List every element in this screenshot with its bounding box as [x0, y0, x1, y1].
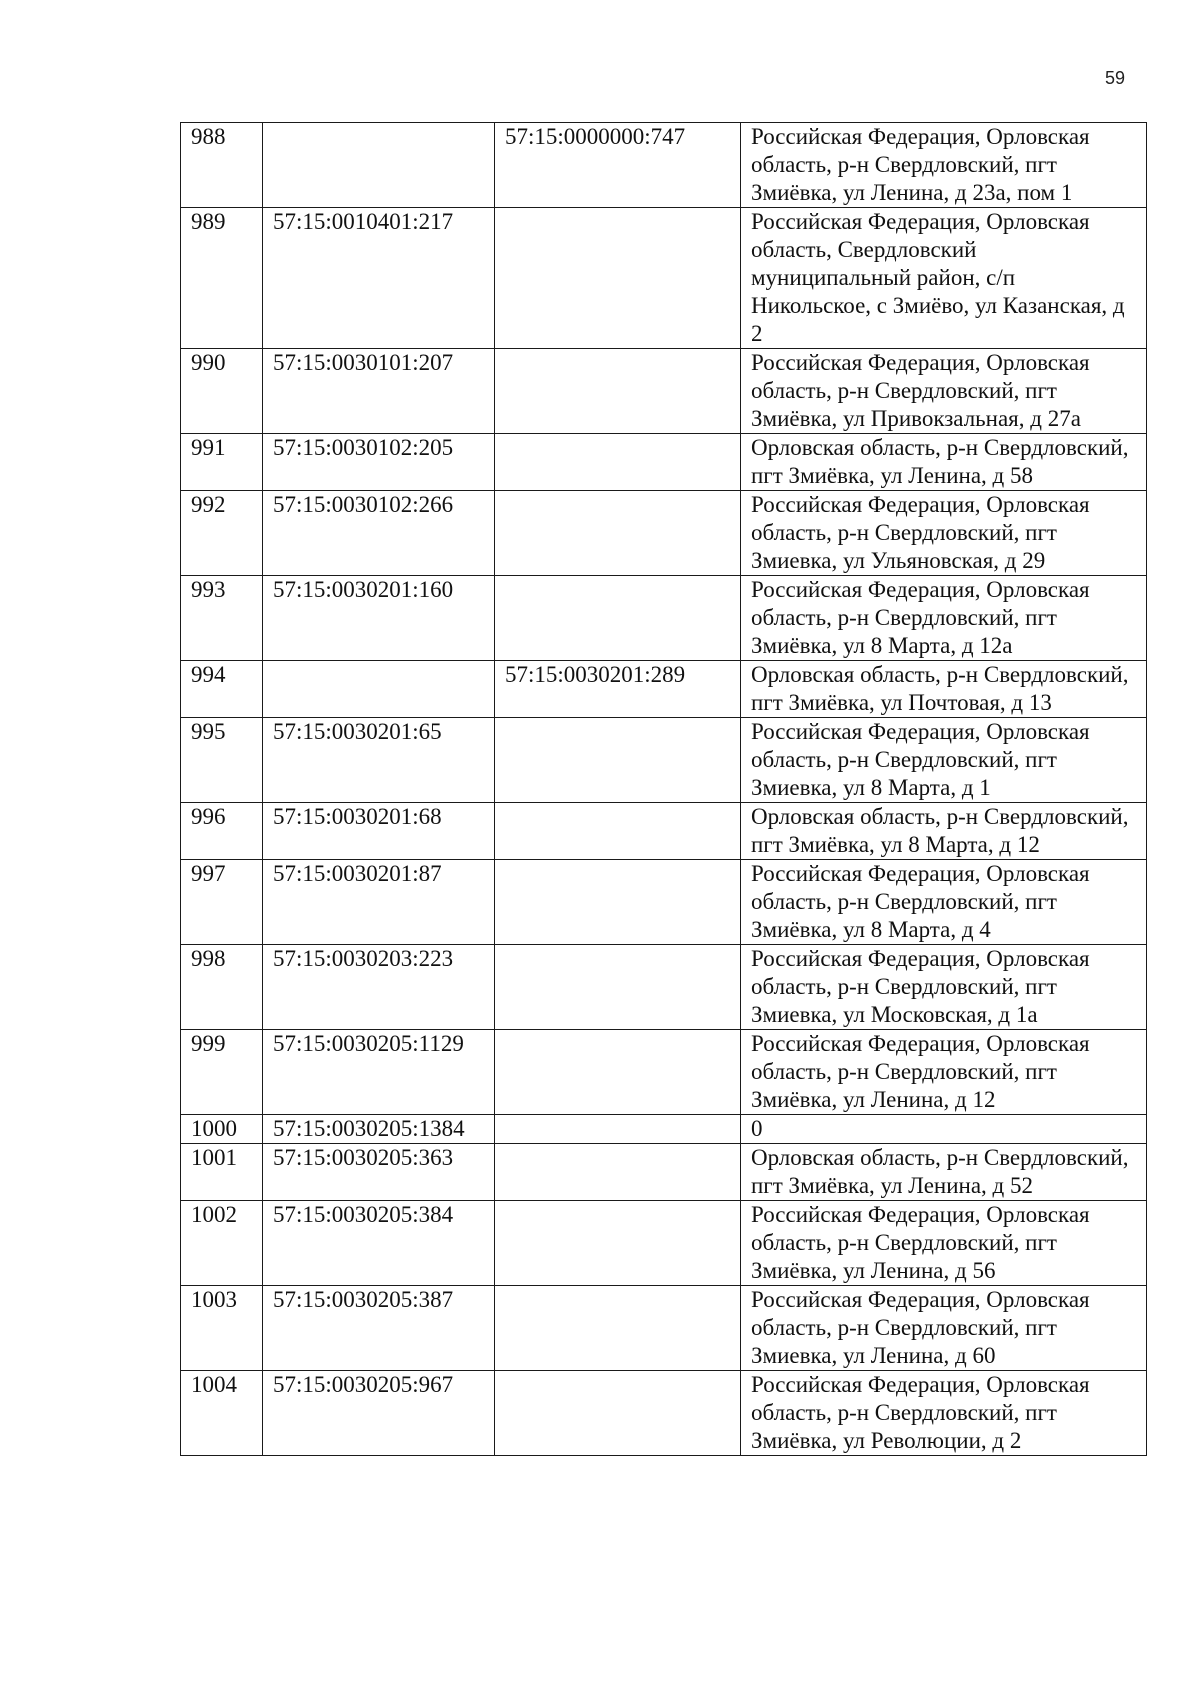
- row-number: 1001: [181, 1144, 263, 1201]
- row-number: 994: [181, 661, 263, 718]
- cadastral-number-land: [263, 123, 495, 208]
- address: Орловская область, р-н Свердловский, пгт Змиёвка, ул Ленина, д 58: [741, 434, 1147, 491]
- cadastral-number-building: [495, 491, 741, 576]
- row-number: 991: [181, 434, 263, 491]
- row-number: 988: [181, 123, 263, 208]
- cadastral-number-building: [495, 803, 741, 860]
- row-number: 993: [181, 576, 263, 661]
- cadastral-number-building: [495, 945, 741, 1030]
- cadastral-number-land: 57:15:0030205:967: [263, 1371, 495, 1456]
- address: Орловская область, р-н Свердловский, пгт Змиёвка, ул Почтовая, д 13: [741, 661, 1147, 718]
- table-row: [181, 491, 1147, 576]
- cadastral-number-building: [495, 1144, 741, 1201]
- cadastral-number-building: [495, 434, 741, 491]
- table-row: [181, 860, 1147, 945]
- address: Российская Федерация, Орловская область, р-н Свердловский, пгт Змиёвка, ул Ленина, д 23а, пом 1: [741, 123, 1147, 208]
- row-number: 1000: [181, 1115, 263, 1144]
- row-number: 998: [181, 945, 263, 1030]
- address: Российская Федерация, Орловская область, р-н Свердловский, пгт Змиевка, ул Ленина, д 60: [741, 1286, 1147, 1371]
- cadastral-number-building: [495, 718, 741, 803]
- address: Российская Федерация, Орловская область, р-н Свердловский, пгт Змиёвка, ул Привокзальная, д 27а: [741, 349, 1147, 434]
- cadastral-number-building: [495, 1286, 741, 1371]
- cadastral-number-land: 57:15:0030205:1384: [263, 1115, 495, 1144]
- row-number: 999: [181, 1030, 263, 1115]
- row-number: 995: [181, 718, 263, 803]
- address: Российская Федерация, Орловская область, Свердловский муниципальный район, с/п Никольское, с Змиёво, ул Казанская, д 2: [741, 208, 1147, 349]
- table-row: [181, 1371, 1147, 1456]
- cadastral-number-land: 57:15:0030201:87: [263, 860, 495, 945]
- table-row: [181, 434, 1147, 491]
- address: Российская Федерация, Орловская область, р-н Свердловский, пгт Змиёвка, ул 8 Марта, д 12а: [741, 576, 1147, 661]
- table-row: [181, 349, 1147, 434]
- row-number: 996: [181, 803, 263, 860]
- row-number: 992: [181, 491, 263, 576]
- cadastral-number-land: 57:15:0030102:205: [263, 434, 495, 491]
- table-row: [181, 123, 1147, 208]
- cadastral-number-land: 57:15:0030205:1129: [263, 1030, 495, 1115]
- cadastral-number-land: 57:15:0030205:363: [263, 1144, 495, 1201]
- address: Российская Федерация, Орловская область, р-н Свердловский, пгт Змиевка, ул 8 Марта, д 1: [741, 718, 1147, 803]
- cadastral-number-building: [495, 860, 741, 945]
- row-number: 1004: [181, 1371, 263, 1456]
- cadastral-number-building: [495, 1030, 741, 1115]
- table-row: [181, 208, 1147, 349]
- cadastral-number-building: [495, 1371, 741, 1456]
- cadastral-number-land: 57:15:0030205:387: [263, 1286, 495, 1371]
- address: Российская Федерация, Орловская область, р-н Свердловский, пгт Змиёвка, ул Ленина, д 12: [741, 1030, 1147, 1115]
- row-number: 997: [181, 860, 263, 945]
- address: Российская Федерация, Орловская область, р-н Свердловский, пгт Змиёвка, ул Ленина, д 56: [741, 1201, 1147, 1286]
- cadastral-number-building: [495, 1115, 741, 1144]
- cadastral-number-land: [263, 661, 495, 718]
- cadastral-number-building: [495, 208, 741, 349]
- row-number: 989: [181, 208, 263, 349]
- cadastral-number-land: 57:15:0030201:68: [263, 803, 495, 860]
- cadastral-number-building: 57:15:0000000:747: [495, 123, 741, 208]
- address: Российская Федерация, Орловская область, р-н Свердловский, пгт Змиёвка, ул 8 Марта, д 4: [741, 860, 1147, 945]
- row-number: 990: [181, 349, 263, 434]
- cadastral-number-building: 57:15:0030201:289: [495, 661, 741, 718]
- cadastral-number-land: 57:15:0030102:266: [263, 491, 495, 576]
- table-row: [181, 1286, 1147, 1371]
- cadastral-number-land: 57:15:0030203:223: [263, 945, 495, 1030]
- table-row: [181, 576, 1147, 661]
- cadastral-number-building: [495, 1201, 741, 1286]
- registry-table: [180, 122, 1147, 1456]
- address: Орловская область, р-н Свердловский, пгт Змиёвка, ул Ленина, д 52: [741, 1144, 1147, 1201]
- cadastral-number-land: 57:15:0030201:160: [263, 576, 495, 661]
- address: Российская Федерация, Орловская область, р-н Свердловский, пгт Змиевка, ул Ульяновская, д 29: [741, 491, 1147, 576]
- row-number: 1003: [181, 1286, 263, 1371]
- cadastral-number-land: 57:15:0030101:207: [263, 349, 495, 434]
- cadastral-number-building: [495, 576, 741, 661]
- table-row: [181, 1030, 1147, 1115]
- address: Орловская область, р-н Свердловский, пгт Змиёвка, ул 8 Марта, д 12: [741, 803, 1147, 860]
- table-row: [181, 718, 1147, 803]
- cadastral-number-land: 57:15:0010401:217: [263, 208, 495, 349]
- address: Российская Федерация, Орловская область, р-н Свердловский, пгт Змиевка, ул Московская, д 1а: [741, 945, 1147, 1030]
- cadastral-number-land: 57:15:0030201:65: [263, 718, 495, 803]
- page-number: 59: [1105, 68, 1126, 88]
- row-number: 1002: [181, 1201, 263, 1286]
- table-row: [181, 1115, 1147, 1144]
- address: Российская Федерация, Орловская область, р-н Свердловский, пгт Змиёвка, ул Революции, д 2: [741, 1371, 1147, 1456]
- table-row: [181, 1201, 1147, 1286]
- table-row: [181, 661, 1147, 718]
- cadastral-number-land: 57:15:0030205:384: [263, 1201, 495, 1286]
- table-row: [181, 803, 1147, 860]
- address: 0: [741, 1115, 1147, 1144]
- table-row: [181, 945, 1147, 1030]
- cadastral-number-building: [495, 349, 741, 434]
- table-row: [181, 1144, 1147, 1201]
